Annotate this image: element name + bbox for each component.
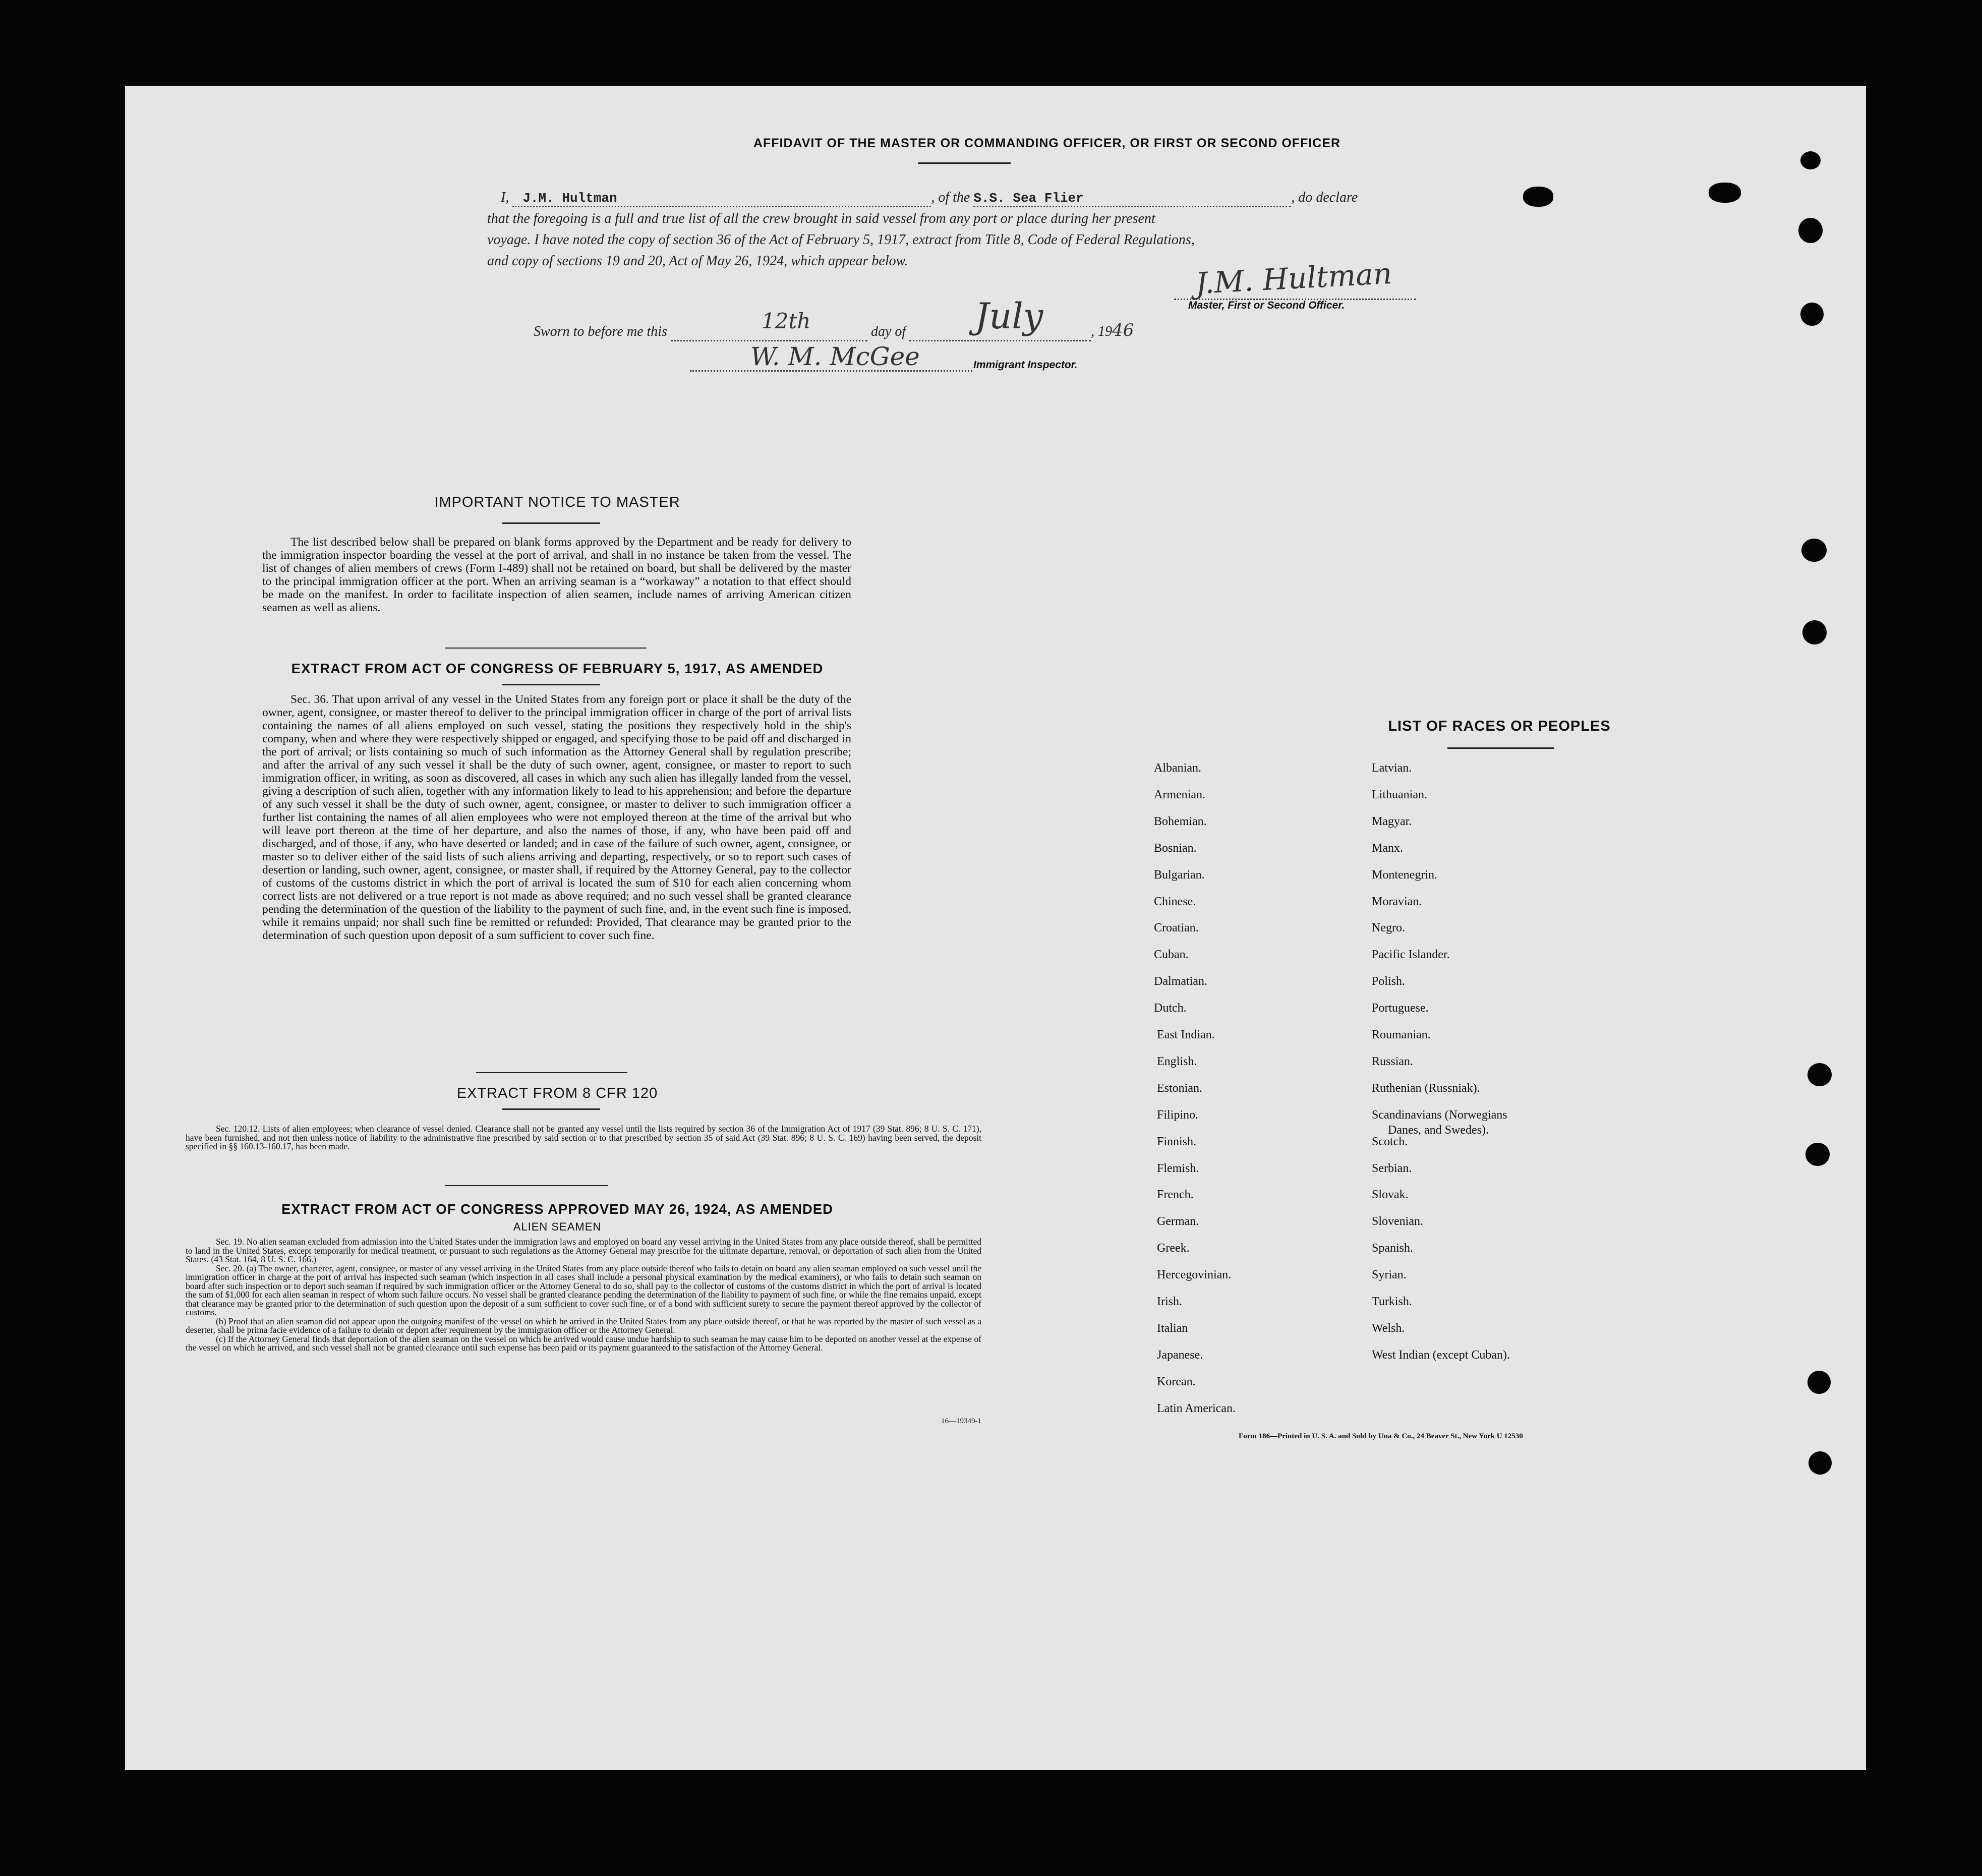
sworn-day-field bbox=[671, 309, 867, 341]
race-item: Bulgarian. bbox=[1154, 868, 1205, 882]
master-name-field bbox=[512, 190, 931, 207]
form-imprint: Form 186—Printed in U. S. A. and Sold by Una & Co., 24 Beaver St., New York U 12530 bbox=[1239, 1432, 1523, 1440]
race-item: Syrian. bbox=[1372, 1268, 1407, 1281]
race-item: Japanese. bbox=[1157, 1349, 1203, 1362]
punch-hole bbox=[1801, 539, 1827, 562]
race-item: Danes, and Swedes). bbox=[1388, 1124, 1489, 1137]
inspector-signature: W. M. McGee bbox=[750, 342, 920, 371]
extract-1917-end-rule bbox=[476, 1072, 627, 1073]
race-item: French. bbox=[1157, 1188, 1194, 1201]
race-item: Korean. bbox=[1157, 1375, 1196, 1388]
race-item: Flemish. bbox=[1157, 1162, 1199, 1175]
race-item: Filipino. bbox=[1157, 1108, 1199, 1122]
inspector-caption: Immigrant Inspector. bbox=[973, 359, 1078, 371]
race-item: Roumanian. bbox=[1372, 1028, 1431, 1041]
race-item: Croatian. bbox=[1154, 921, 1199, 934]
extract-1924-title: EXTRACT FROM ACT OF CONGRESS APPROVED MAY 26, 1924, AS AMENDED bbox=[281, 1201, 833, 1217]
master-signature-caption: Master, First or Second Officer. bbox=[1188, 300, 1345, 311]
race-item: West Indian (except Cuban). bbox=[1372, 1349, 1510, 1362]
document-page bbox=[125, 86, 1866, 1770]
section-20c-paragraph: (c) If the Attorney General finds that deportation of the alien seaman on the vessel on which he arrived would cause undue hardship to such seaman he may cause him to be deported on another vessel at the expense of the vessel on which he arrived, and such vessel shall not be granted clearance until such expense has been paid or its payment guaranteed to the satisfaction of the Attorney General. bbox=[186, 1333, 981, 1353]
race-item: Polish. bbox=[1372, 975, 1406, 988]
race-item: Dalmatian. bbox=[1154, 975, 1207, 988]
notice-paragraph: The list described below shall be prepared on blank forms approved by the Department and be ready for delivery to the immigration inspector boarding the vessel at the port of arrival, and shall in no instance be taken from the vessel. The list of changes of alien members of crews (Form I-489) shall not be retained on board, but shall be delivered by the master to the principal immigration officer at the port. When an arriving seaman is a “workaway” a notation to that effect should be made on the manifest. In order to facilitate inspection of alien seamen, include names of arriving American citizen seamen as well as aliens. bbox=[262, 536, 851, 614]
race-item: Armenian. bbox=[1154, 788, 1205, 801]
race-item: Spanish. bbox=[1372, 1242, 1414, 1255]
title-rule bbox=[918, 162, 1011, 164]
race-item: Montenegrin. bbox=[1372, 868, 1437, 882]
race-item: Magyar. bbox=[1372, 815, 1412, 828]
extract-1917-body-block bbox=[262, 693, 851, 942]
notice-rule bbox=[502, 522, 600, 524]
cfr-end-rule bbox=[445, 1185, 608, 1186]
race-item: Italian bbox=[1157, 1322, 1188, 1335]
cfr-rule bbox=[502, 1108, 600, 1110]
punch-hole bbox=[1808, 1063, 1832, 1086]
master-signature: J.M. Hultman bbox=[1194, 256, 1393, 301]
punch-hole bbox=[1798, 218, 1823, 243]
affidavit-of-the: , of the bbox=[931, 190, 970, 205]
race-item: Hercegovinian. bbox=[1157, 1268, 1232, 1281]
vessel-name: S.S. Sea Flier bbox=[973, 191, 1084, 206]
races-rule bbox=[1447, 747, 1554, 749]
extract-1924-body-block bbox=[186, 1238, 981, 1353]
race-item: Slovenian. bbox=[1372, 1215, 1423, 1228]
punch-hole bbox=[1805, 1143, 1830, 1166]
race-item: Bosnian. bbox=[1154, 842, 1197, 855]
master-name: J.M. Hultman bbox=[522, 191, 617, 206]
race-item: Latvian. bbox=[1372, 761, 1412, 775]
punch-hole bbox=[1808, 1371, 1831, 1394]
punch-hole bbox=[1802, 620, 1827, 644]
races-title: LIST OF RACES OR PEOPLES bbox=[1388, 718, 1611, 734]
race-item: Estonian. bbox=[1157, 1082, 1202, 1095]
race-item: Ruthenian (Russniak). bbox=[1372, 1082, 1480, 1095]
race-item: Cuban. bbox=[1154, 948, 1189, 961]
race-item: Portuguese. bbox=[1372, 1002, 1429, 1015]
cfr-body-block bbox=[186, 1125, 981, 1151]
race-item: Moravian. bbox=[1372, 895, 1422, 908]
punch-hole bbox=[1800, 151, 1821, 169]
cfr-title: EXTRACT FROM 8 CFR 120 bbox=[456, 1085, 658, 1101]
race-item: Scandinavians (Norwegians bbox=[1372, 1108, 1507, 1122]
extract-1917-title: EXTRACT FROM ACT OF CONGRESS OF FEBRUARY 5, 1917, AS AMENDED bbox=[291, 661, 824, 676]
affidavit-line-4: and copy of sections 19 and 20, Act of May 26, 1924, which appear below. bbox=[487, 253, 908, 269]
race-item: Dutch. bbox=[1154, 1002, 1187, 1015]
race-item: Welsh. bbox=[1372, 1322, 1405, 1335]
section-36-paragraph: Sec. 36. That upon arrival of any vessel in the United States from any foreign port or place it shall be the duty of the owner, agent, consignee, or master thereof to deliver to the principal immigration officer in charge of the port of arrival lists containing the names of all aliens employed on such vessel, stating the positions they respectively hold in the ship's company, when and where they were respectively shipped or engaged, and specifying those to be paid off and discharged in the port of arrival; or lists containing so much of such information as the Attorney General shall by regulation prescribe; and after the arrival of any such vessel it shall be the duty of such owner, agent, consignee, or master to report to such immigration officer, in writing, as soon as discovered, all cases in which any such alien has illegally landed from the vessel, giving a description of such alien, together with any information likely to lead to his apprehension; and before the departure of any such vessel it shall be the duty of such owner, agent, consignee, or master to deliver to such immigration officer a further list containing the names of all alien employees who were not employed thereon at the time of the arrival but who will leave port thereon at the time of her departure, and also the names of those, if any, who have been paid off and discharged, and of those, if any, who have deserted or landed; and in case of the failure of such owner, agent, consignee, or master so to deliver either of the said lists of such aliens arriving and departing, respectively, or so to report such cases of desertion or landing, such owner, agent, consignee, or master shall, if required by the Attorney General, pay to the collector of customs of the customs district in which the port of arrival is located the sum of $10 for each alien concerning whom correct lists are not delivered or a true report is not made as above required; and no such vessel shall be granted clearance pending the determination of the question of the liability to the payment of such fine, and, in the event such fine is imposed, while it remains unpaid; nor shall such fine be remitted or refunded: Provided, That clearance may be granted prior to the determination of such question upon deposit of a sum sufficient to cover such fine. bbox=[262, 693, 851, 942]
year-suffix: 46 bbox=[1112, 320, 1134, 340]
affidavit-i-label: I, bbox=[501, 190, 509, 205]
race-item: Lithuanian. bbox=[1372, 788, 1427, 801]
punch-hole bbox=[1709, 183, 1741, 203]
day-of-label: day of bbox=[870, 324, 906, 339]
race-item: Latin American. bbox=[1157, 1402, 1236, 1415]
extract-1917-rule bbox=[502, 684, 600, 685]
race-item: Scotch. bbox=[1372, 1135, 1408, 1148]
notice-end-rule bbox=[445, 648, 647, 649]
punch-hole bbox=[1800, 303, 1824, 326]
race-item: Chinese. bbox=[1154, 895, 1196, 908]
race-item: Albanian. bbox=[1154, 761, 1201, 775]
form-code: 16—19349-1 bbox=[941, 1417, 981, 1425]
vessel-field bbox=[973, 190, 1291, 207]
sworn-label: Sworn to before me this bbox=[534, 324, 667, 339]
race-item: Irish. bbox=[1157, 1295, 1182, 1308]
race-item: Greek. bbox=[1157, 1242, 1190, 1255]
sworn-month: July bbox=[975, 296, 1043, 337]
race-item: Bohemian. bbox=[1154, 815, 1207, 828]
section-20a-paragraph: Sec. 20. (a) The owner, charterer, agent, consignee, or master of any vessel arriving in the United States from any place outside thereof who fails to detain on board any alien seaman employed on such vessel until the immigration officer in charge at the port of arrival has inspected such seaman (which inspection in all cases shall include a personal physical examination by the medical examiners), or who fails to detain such seaman on board after such inspection or to deport such seaman if required by such immigration officer or the Attorney General to do so, shall pay to the collector of customs of the customs district in which the port of arrival is located the sum of $1,000 for each alien seaman in respect of whom such failure occurs. No vessel shall be granted clearance pending the determination of the liability to payment of such fine, or while the fine remains unpaid, except that clearance may be granted prior to the determination of such question upon the deposit of a sum sufficient to cover such fine, or of a bond with sufficient surety to secure the payment thereof approved by the collector of customs. bbox=[186, 1263, 981, 1317]
punch-hole bbox=[1809, 1451, 1832, 1475]
section-20b-paragraph: (b) Proof that an alien seaman did not appear upon the outgoing manifest of the vessel on which he arrived in the United States from any place outside thereof, or that he was reported by the master of such vessel as a deserter, shall be prima facie evidence of a failure to detain or deport after requirement by the immigration officer or the Attorney General. bbox=[186, 1316, 981, 1335]
affidavit-line-1 bbox=[501, 190, 1570, 207]
race-item: Finnish. bbox=[1157, 1135, 1197, 1148]
notice-body bbox=[262, 536, 851, 614]
sworn-month-field bbox=[909, 296, 1091, 341]
race-item: Serbian. bbox=[1372, 1162, 1412, 1175]
race-item: Negro. bbox=[1372, 921, 1405, 934]
race-item: Russian. bbox=[1372, 1055, 1414, 1068]
affidavit-title: AFFIDAVIT OF THE MASTER OR COMMANDING OFFICER, OR FIRST OR SECOND OFFICER bbox=[753, 136, 1341, 150]
race-item: East Indian. bbox=[1157, 1028, 1215, 1041]
affidavit-do-declare: , do declare bbox=[1291, 190, 1358, 205]
sworn-line bbox=[534, 296, 1134, 341]
sworn-day: 12th bbox=[761, 309, 811, 333]
section-19-paragraph: Sec. 19. No alien seaman excluded from admission into the United States under the immigration laws and employed on board any vessel arriving in the United States from any place outside thereof, shall be permitted to land in the United States, except temporarily for medical treatment, or pursuant to such regulations as the Attorney General may prescribe for the ultimate departure, removal, or deportation of such alien from the United States. (43 Stat. 164, 8 U. S. C. 166.) bbox=[186, 1237, 981, 1264]
notice-title: IMPORTANT NOTICE TO MASTER bbox=[434, 494, 680, 510]
race-item: Turkish. bbox=[1372, 1295, 1412, 1308]
affidavit-line-2: that the foregoing is a full and true list of all the crew brought in said vessel from any port or place during her present bbox=[487, 211, 1155, 226]
race-item: English. bbox=[1157, 1055, 1197, 1068]
race-item: Pacific Islander. bbox=[1372, 948, 1450, 961]
cfr-paragraph: Sec. 120.12. Lists of alien employees; when clearance of vessel denied. Clearance shall not be granted any vessel until the lists required by section 36 of the Immigration Act of 1917 (39 Stat. 896; 8 U. S. C. 171), have been furnished, and not then unless notice of liability to the administrative fine prescribed by said section or to that prescribed by section 35 of said Act (39 Stat. 896; 8 U. S. C. 169) having been served, the deposit specified in §§ 160.13-160.17, has been made. bbox=[186, 1124, 981, 1151]
alien-seamen-subtitle: ALIEN SEAMEN bbox=[513, 1220, 602, 1233]
race-item: German. bbox=[1157, 1215, 1199, 1228]
year-prefix: , 19 bbox=[1091, 324, 1113, 339]
race-item: Slovak. bbox=[1372, 1188, 1409, 1201]
affidavit-line-3: voyage. I have noted the copy of section 36 of the Act of February 5, 1917, extract from Title 8, Code of Federal Regulations, bbox=[487, 232, 1195, 248]
race-item: Manx. bbox=[1372, 842, 1403, 855]
